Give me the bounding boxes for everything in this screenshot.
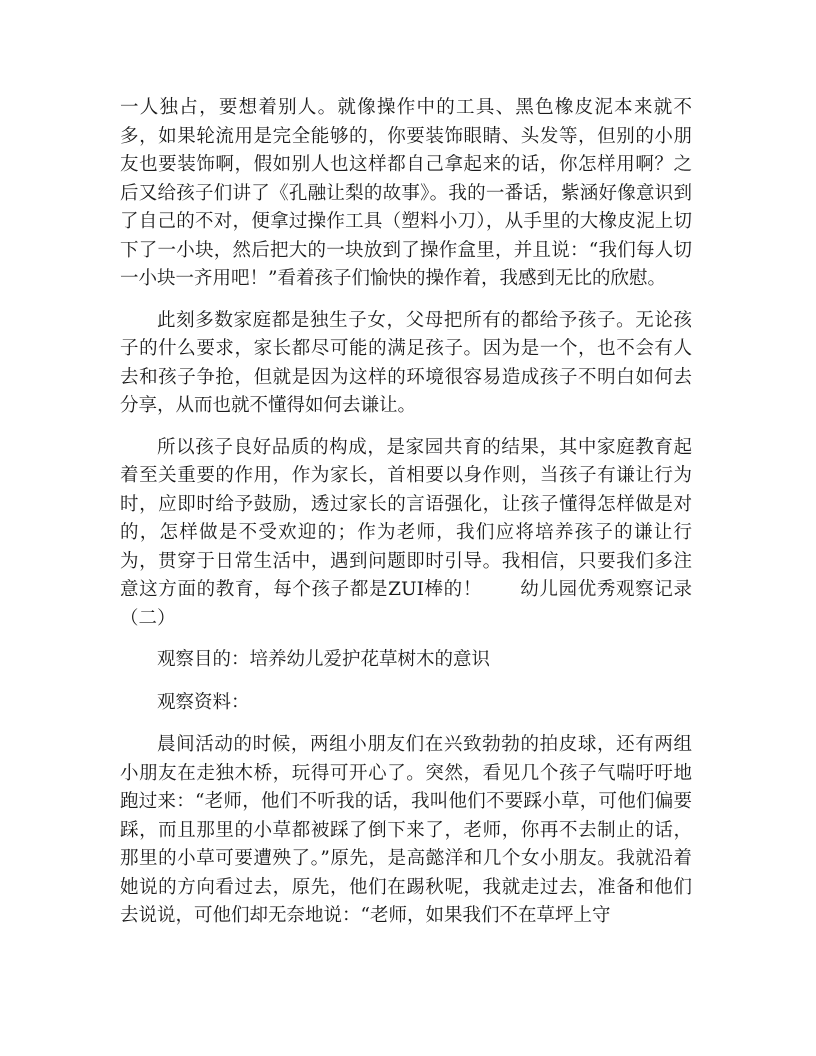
paragraph-observation-goal: 观察目的：培养幼儿爱护花草树木的意识 — [157, 649, 491, 670]
paragraph-2: 此刻多数家庭都是独生子女，父母把所有的都给予孩子。无论孩子的什么要求，家长都尽可能的满足孩子。因为是一个，也不会有人去和孩子争抢，但就是因为这样的环境很容易造成孩子不明白如何去分享，从而也就不懂得如何去谦让。 — [120, 309, 692, 416]
paragraph-1: 一人独占，要想着别人。就像操作中的工具、黑色橡皮泥本来就不多，如果轮流用是完全能够的，你要装饰眼睛、头发等，但别的小朋友也要装饰啊，假如别人也这样都自己拿起来的话，你怎样用啊？之后又给孩子们讲了《孔融让梨的故事》。我的一番话，紫涵好像意识到了自己的不对，便拿过操作工具（塑料小刀），从手里的大橡皮泥上切下了一小块，然后把大的一块放到了操作盒里，并且说：“我们每人切一小块一齐用吧！”看着孩子们愉快的操作着，我感到无比的欣慰。 — [120, 97, 692, 289]
paragraph-observation-material: 观察资料： — [157, 691, 250, 713]
paragraph-3: 所以孩子良好品质的构成，是家园共育的结果，其中家庭教育起着至关重要的作用，作为家长，首相要以身作则，当孩子有谦让行为时，应即时给予鼓励，透过家长的言语强化，让孩子懂得怎样做是对的，怎样做是不受欢迎的；作为老师，我们应将培养孩子的谦让行为，贯穿于日常生活中，遇到问题即时引导。我相信，只要我们多注意这方面的教育，每个孩子都是ZUI棒的！ 幼儿园优秀观察记录（二） — [120, 436, 692, 629]
document-body — [120, 94, 692, 944]
paragraph-observation-story: 晨间活动的时候，两组小朋友们在兴致勃勃的拍皮球，还有两组小朋友在走独木桥，玩得可开心了。突然，看见几个孩子气喘吁吁地跑过来：“老师，他们不听我的话，我叫他们不要踩小草，可他们偏要踩，而且那里的小草都被踩了倒下来了，老师，你再不去制止的话，那里的小草可要遭殃了。”原先，是高懿洋和几个女小朋友。我就沿着她说的方向看过去，原先，他们在踢秋呢，我就走过去，准备和他们去说说，可他们却无奈地说：“老师，如果我们不在草坪上守 — [120, 734, 692, 926]
